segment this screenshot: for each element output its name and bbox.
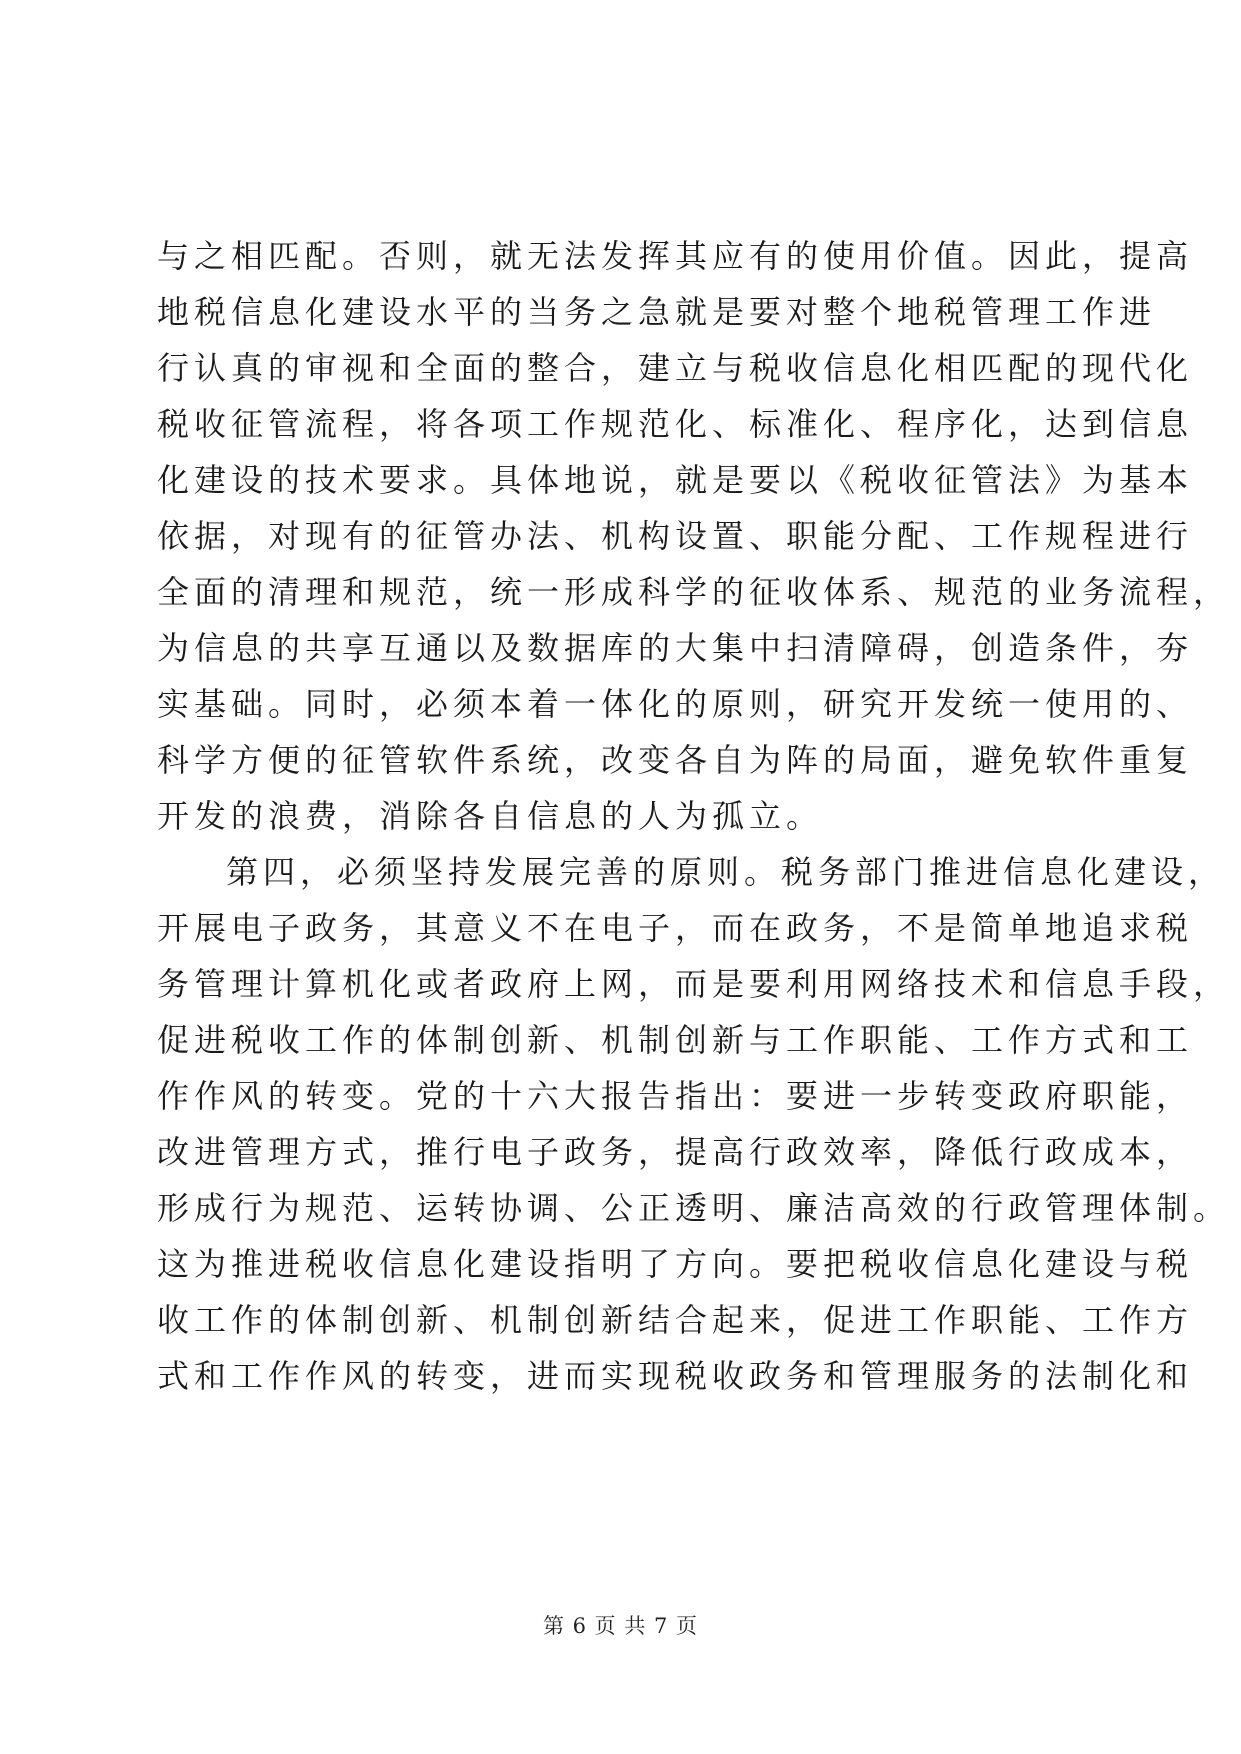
text-line: 务管理计算机化或者政府上网，而是要利用网络技术和信息手段， — [157, 965, 1231, 1003]
text-line: 收工作的体制创新、机制创新结合起来，促进工作职能、工作方 — [157, 1301, 1194, 1339]
text-line: 第四，必须坚持发展完善的原则。税务部门推进信息化建设， — [226, 853, 1226, 891]
page-number-footer: 第 6 页 共 7 页 — [542, 1614, 699, 1638]
text-line: 税收征管流程，将各项工作规范化、标准化、程序化，达到信息 — [157, 405, 1194, 443]
text-line: 与之相匹配。否则，就无法发挥其应有的使用价值。因此，提高 — [157, 237, 1194, 275]
text-line: 改进管理方式，推行电子政务，提高行政效率，降低行政成本， — [157, 1133, 1194, 1171]
text-line: 行认真的审视和全面的整合，建立与税收信息化相匹配的现代化 — [157, 349, 1194, 387]
text-line: 促进税收工作的体制创新、机制创新与工作职能、工作方式和工 — [157, 1021, 1194, 1059]
text-line: 地税信息化建设水平的当务之急就是要对整个地税管理工作进 — [157, 293, 1157, 331]
document-body — [157, 228, 1231, 1404]
paragraph — [157, 844, 1231, 1404]
text-line: 这为推进税收信息化建设指明了方向。要把税收信息化建设与税 — [157, 1245, 1194, 1283]
text-line: 式和工作作风的转变，进而实现税收政务和管理服务的法制化和 — [157, 1357, 1194, 1395]
text-line: 科学方便的征管软件系统，改变各自为阵的局面，避免软件重复 — [157, 741, 1194, 779]
text-line: 为信息的共享互通以及数据库的大集中扫清障碍，创造条件，夯 — [157, 629, 1194, 667]
text-line: 依据，对现有的征管办法、机构设置、职能分配、工作规程进行 — [157, 517, 1194, 555]
text-line: 全面的清理和规范，统一形成科学的征收体系、规范的业务流程， — [157, 573, 1231, 611]
text-line: 实基础。同时，必须本着一体化的原则，研究开发统一使用的、 — [157, 685, 1194, 723]
text-line: 开展电子政务，其意义不在电子，而在政务，不是简单地追求税 — [157, 909, 1194, 947]
text-line: 作作风的转变。党的十六大报告指出：要进一步转变政府职能， — [157, 1077, 1194, 1115]
paragraph — [157, 228, 1231, 844]
text-line: 开发的浪费，消除各自信息的人为孤立。 — [157, 797, 824, 835]
text-line: 形成行为规范、运转协调、公正透明、廉洁高效的行政管理体制。 — [157, 1189, 1231, 1227]
text-line: 化建设的技术要求。具体地说，就是要以《税收征管法》为基本 — [157, 461, 1194, 499]
